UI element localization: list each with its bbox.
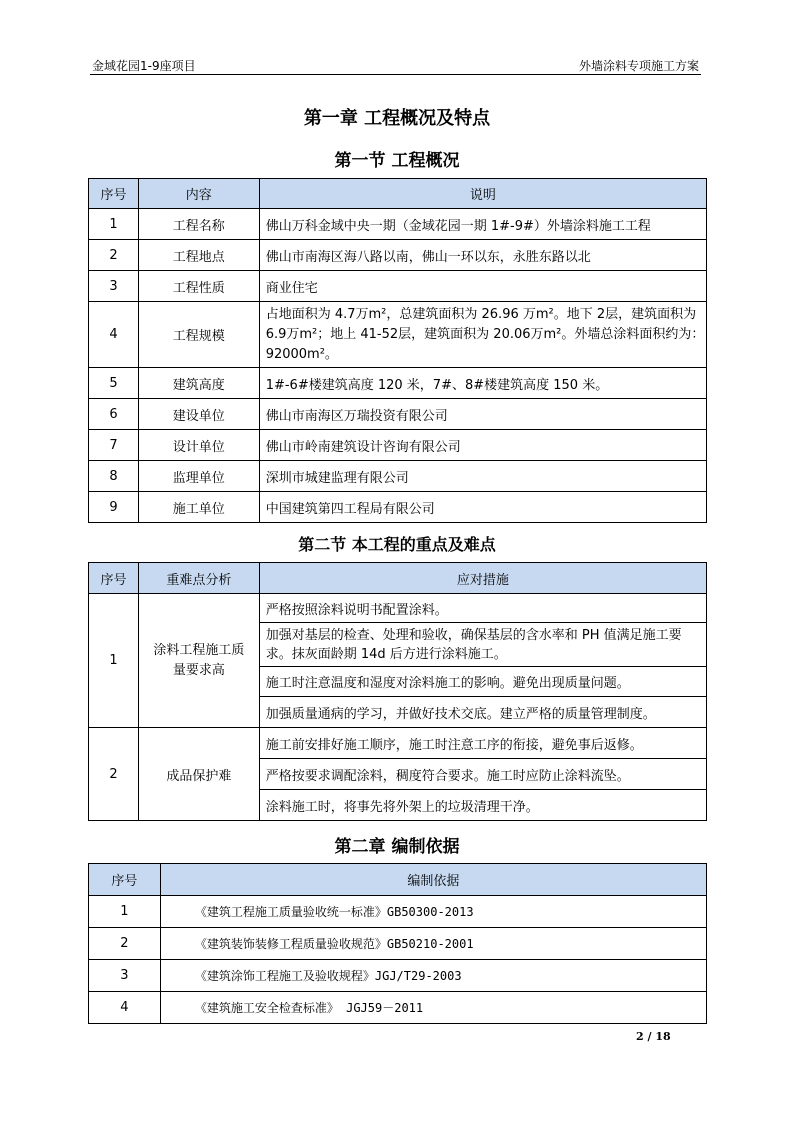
row-item: 工程名称 [138, 209, 259, 240]
table-row [89, 896, 707, 928]
col-header: 编制依据 [160, 864, 706, 896]
row-desc: 佛山万科金域中央一期（金域花园一期 1#-9#）外墙涂料施工工程 [259, 209, 706, 240]
table-row [89, 992, 707, 1024]
row-item: 工程地点 [138, 240, 259, 271]
table-row [89, 461, 707, 492]
basis-text: 《建筑工程施工质量验收统一标准》GB50300-2013 [160, 896, 706, 928]
group-number: 1 [89, 594, 139, 728]
row-item: 监理单位 [138, 461, 259, 492]
table-row [89, 492, 707, 523]
page-number: 2 / 18 [636, 1030, 671, 1043]
row-number: 2 [89, 240, 139, 271]
measure-text: 加强质量通病的学习，并做好技术交底。建立严格的质量管理制度。 [259, 697, 706, 728]
table-row [89, 240, 707, 271]
row-item: 工程性质 [138, 271, 259, 302]
row-desc: 商业住宅 [259, 271, 706, 302]
col-header: 序号 [89, 179, 139, 209]
table-row [89, 399, 707, 430]
col-header: 内容 [138, 179, 259, 209]
group-number: 2 [89, 728, 139, 821]
measure-text: 施工前安排好施工顺序，施工时注意工序的衔接，避免事后返修。 [259, 728, 706, 759]
row-desc: 佛山市南海区万瑞投资有限公司 [259, 399, 706, 430]
row-item: 建设单位 [138, 399, 259, 430]
row-number: 7 [89, 430, 139, 461]
table-row [89, 928, 707, 960]
measure-text: 严格按照涂料说明书配置涂料。 [259, 594, 706, 623]
row-desc: 中国建筑第四工程局有限公司 [259, 492, 706, 523]
table-row [89, 594, 707, 623]
table-row [89, 960, 707, 992]
col-header: 重难点分析 [138, 563, 259, 594]
row-desc: 佛山市岭南建筑设计咨询有限公司 [259, 430, 706, 461]
measure-text: 施工时注意温度和湿度对涂料施工的影响。避免出现质量问题。 [259, 667, 706, 697]
basis-table [88, 863, 707, 1024]
col-header: 序号 [89, 864, 161, 896]
row-desc: 佛山市南海区海八路以南，佛山一环以东，永胜东路以北 [259, 240, 706, 271]
page-header [90, 56, 701, 75]
table-row [89, 368, 707, 399]
row-number: 1 [89, 896, 161, 928]
chapter1-title: 第一章 工程概况及特点 [303, 108, 491, 129]
col-header: 序号 [89, 563, 139, 594]
difficulty-item: 成品保护难 [138, 728, 259, 821]
row-number: 9 [89, 492, 139, 523]
row-item: 设计单位 [138, 430, 259, 461]
header-project: 金域花园1-9座项目 [92, 59, 196, 73]
basis-text: 《建筑装饰装修工程质量验收规范》GB50210-2001 [160, 928, 706, 960]
chapter2-title: 第二章 编制依据 [334, 837, 460, 857]
header-doc-title: 外墙涂料专项施工方案 [578, 59, 699, 73]
row-number: 8 [89, 461, 139, 492]
row-number: 2 [89, 928, 161, 960]
basis-text: 《建筑施工安全检查标准》 JGJ59－2011 [160, 992, 706, 1024]
measure-text: 涂料施工时，将事先将外架上的垃圾清理干净。 [259, 790, 706, 821]
row-number: 4 [89, 992, 161, 1024]
table-row [89, 302, 707, 368]
table-row [89, 209, 707, 240]
key-difficulties-table [88, 562, 707, 821]
row-item: 工程规模 [138, 302, 259, 368]
basis-text: 《建筑涂饰工程施工及验收规程》JGJ/T29-2003 [160, 960, 706, 992]
col-header: 应对措施 [259, 563, 706, 594]
row-number: 6 [89, 399, 139, 430]
row-number: 3 [89, 960, 161, 992]
difficulty-item: 涂料工程施工质量要求高 [138, 594, 259, 728]
table-row [89, 430, 707, 461]
col-header: 说明 [259, 179, 706, 209]
row-desc: 深圳市城建监理有限公司 [259, 461, 706, 492]
row-desc: 1#-6#楼建筑高度 120 米，7#、8#楼建筑高度 150 米。 [259, 368, 706, 399]
table-row [89, 728, 707, 759]
row-desc: 占地面积为 4.7万m²，总建筑面积为 26.96 万m²。地下 2层，建筑面积为 6.9万m²；地上 41-52层，建筑面积为 20.06万m²。外墙总涂料面积约为：92000m²。 [259, 302, 706, 368]
row-number: 3 [89, 271, 139, 302]
section1-title: 第一节 工程概况 [334, 151, 460, 171]
measure-text: 严格按要求调配涂料，稠度符合要求。施工时应防止涂料流坠。 [259, 759, 706, 790]
row-item: 施工单位 [138, 492, 259, 523]
measure-text: 加强对基层的检查、处理和验收，确保基层的含水率和 PH 值满足施工要求。抹灰面龄期 14d 后方进行涂料施工。 [259, 623, 706, 667]
section2-title: 第二节 本工程的重点及难点 [298, 535, 496, 554]
project-overview-table [88, 178, 707, 523]
row-item: 建筑高度 [138, 368, 259, 399]
table-row [89, 271, 707, 302]
row-number: 1 [89, 209, 139, 240]
row-number: 4 [89, 302, 139, 368]
row-number: 5 [89, 368, 139, 399]
